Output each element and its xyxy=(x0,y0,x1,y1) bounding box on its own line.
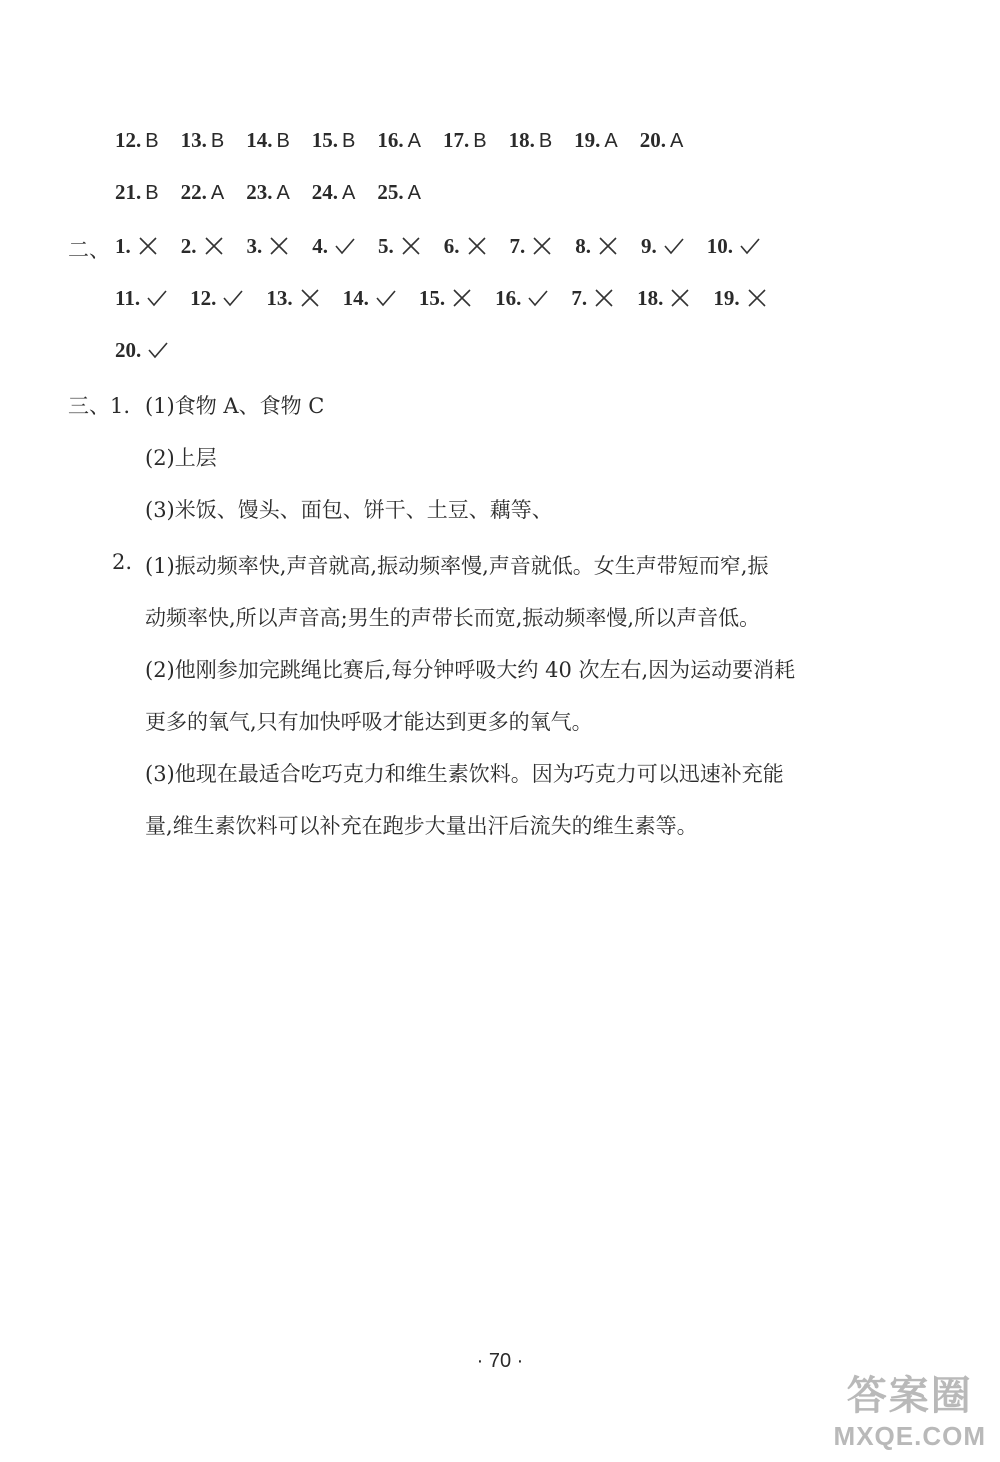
tf-item xyxy=(312,234,356,259)
question-number: 2. xyxy=(180,234,197,258)
cross-mark-icon xyxy=(593,287,615,309)
cross-mark-icon xyxy=(669,287,691,309)
question-number: 18. xyxy=(508,128,535,152)
tf-item xyxy=(266,286,320,311)
tf-item xyxy=(247,234,291,259)
answer-letter: A xyxy=(210,182,225,204)
q2-part1-line1: (1)振动频率快,声音就高,振动频率慢,声音就低。女生声带短而窄,振 xyxy=(145,554,769,578)
tf-item xyxy=(510,234,554,259)
answer-letter: B xyxy=(473,130,487,152)
tf-row-2 xyxy=(115,286,790,311)
cross-mark-icon xyxy=(746,287,768,309)
question-number: 12. xyxy=(115,128,142,152)
mc-item xyxy=(574,128,618,153)
tf-row-1 xyxy=(115,234,783,259)
q1-answer-2: (2)上层 xyxy=(145,446,217,470)
check-mark-icon xyxy=(334,235,356,257)
tf-item xyxy=(641,234,685,259)
question-number: 15. xyxy=(418,286,446,310)
question-number: 10. xyxy=(706,234,733,258)
question-number: 24. xyxy=(311,180,339,204)
tf-item xyxy=(190,286,244,311)
answer-letter: B xyxy=(145,130,159,152)
question-number: 19. xyxy=(713,286,740,310)
answer-letter: A xyxy=(604,130,618,152)
tf-item xyxy=(637,286,691,311)
question-number: 6. xyxy=(443,234,460,258)
question-number: 22. xyxy=(180,180,207,204)
q2-part2-line1: (2)他刚参加完跳绳比赛后,每分钟呼吸大约 40 次左右,因为运动要消耗 xyxy=(145,658,796,682)
mc-item xyxy=(246,128,290,153)
check-mark-icon xyxy=(375,287,397,309)
question-number: 20. xyxy=(639,128,666,152)
mc-row-1 xyxy=(115,128,705,153)
question-number: 7. xyxy=(509,234,526,258)
answer-letter: B xyxy=(210,130,225,152)
check-mark-icon xyxy=(663,235,685,257)
tf-item xyxy=(181,234,225,259)
question-number: 16. xyxy=(495,286,522,310)
mc-item xyxy=(246,180,290,205)
watermark-url: MXQE.COM xyxy=(833,1421,986,1451)
section-3-label: 三、1. xyxy=(68,394,131,418)
cross-mark-icon xyxy=(299,287,321,309)
section-2-label: 二、 xyxy=(68,238,110,262)
question-number: 11. xyxy=(115,286,141,310)
question-number: 12. xyxy=(190,286,217,310)
tf-item xyxy=(378,234,422,259)
q2-part3-line2: 量,维生素饮料可以补充在跑步大量出汗后流失的维生素等。 xyxy=(145,814,698,838)
question-number: 5. xyxy=(378,234,394,258)
cross-mark-icon xyxy=(400,235,422,257)
tf-item xyxy=(495,286,549,311)
question-number: 19. xyxy=(574,128,601,152)
tf-item xyxy=(707,234,761,259)
tf-item xyxy=(713,286,767,311)
cross-mark-icon xyxy=(597,235,619,257)
answer-letter: A xyxy=(407,130,421,152)
question-number: 13. xyxy=(266,286,293,310)
tf-item xyxy=(575,234,619,259)
tf-item xyxy=(571,286,615,311)
answer-letter: A xyxy=(670,130,684,152)
mc-item xyxy=(377,180,421,205)
tf-item xyxy=(115,234,159,259)
mc-item xyxy=(115,180,159,205)
question-number: 14. xyxy=(246,128,273,152)
answer-letter: B xyxy=(276,130,290,152)
cross-mark-icon xyxy=(203,235,225,257)
tf-item xyxy=(343,286,397,311)
mc-item xyxy=(181,128,225,153)
mc-item xyxy=(115,128,159,153)
tf-item xyxy=(115,338,169,363)
question-number: 15. xyxy=(311,128,339,152)
check-mark-icon xyxy=(222,287,244,309)
question-number: 14. xyxy=(342,286,369,310)
mc-item xyxy=(312,128,356,153)
question-number: 23. xyxy=(246,180,273,204)
cross-mark-icon xyxy=(451,287,473,309)
check-mark-icon xyxy=(739,235,761,257)
cross-mark-icon xyxy=(137,235,159,257)
mc-item xyxy=(443,128,487,153)
question-number: 8. xyxy=(575,234,591,258)
watermark-title: 答案圈 xyxy=(846,1373,973,1419)
mc-row-2 xyxy=(115,180,443,205)
question-number: 3. xyxy=(246,234,263,258)
answer-letter: B xyxy=(145,182,159,204)
answer-letter: B xyxy=(342,130,356,152)
mc-item xyxy=(312,180,356,205)
mc-item xyxy=(377,128,421,153)
answer-letter: A xyxy=(407,182,421,204)
cross-mark-icon xyxy=(531,235,553,257)
tf-item xyxy=(419,286,473,311)
page-number: · 70 · xyxy=(476,1350,524,1372)
question-number: 7. xyxy=(571,286,588,310)
mc-item xyxy=(640,128,684,153)
q1-answer-1: (1)食物 A、食物 C xyxy=(145,394,325,418)
check-mark-icon xyxy=(146,287,168,309)
tf-item xyxy=(444,234,488,259)
question-number: 4. xyxy=(312,234,328,258)
check-mark-icon xyxy=(527,287,549,309)
question-number: 17. xyxy=(442,128,470,152)
q1-answer-3: (3)米饭、馒头、面包、饼干、土豆、藕等、 xyxy=(145,498,553,522)
answer-letter: B xyxy=(538,130,553,152)
mc-item xyxy=(181,180,225,205)
question-number: 21. xyxy=(115,180,142,204)
tf-row-3 xyxy=(115,338,191,363)
question-number: 13. xyxy=(180,128,207,152)
q2-part1-line2: 动频率快,所以声音高;男生的声带长而宽,振动频率慢,所以声音低。 xyxy=(145,606,761,630)
question-number: 18. xyxy=(637,286,664,310)
answer-letter: A xyxy=(276,182,290,204)
cross-mark-icon xyxy=(268,235,290,257)
watermark-logo xyxy=(834,1364,986,1452)
check-mark-icon xyxy=(147,339,169,361)
answer-letter: A xyxy=(342,182,356,204)
question-number: 16. xyxy=(377,128,404,152)
question-number: 9. xyxy=(641,234,657,258)
q2-part2-line2: 更多的氧气,只有加快呼吸才能达到更多的氧气。 xyxy=(145,710,593,734)
cross-mark-icon xyxy=(466,235,488,257)
q2-part3-line1: (3)他现在最适合吃巧克力和维生素饮料。因为巧克力可以迅速补充能 xyxy=(145,762,784,786)
tf-item xyxy=(115,286,168,311)
question-number: 1. xyxy=(115,234,131,258)
question-number: 20. xyxy=(115,338,142,362)
mc-item xyxy=(509,128,553,153)
q2-label: 2. xyxy=(112,550,133,574)
question-number: 25. xyxy=(377,180,404,204)
